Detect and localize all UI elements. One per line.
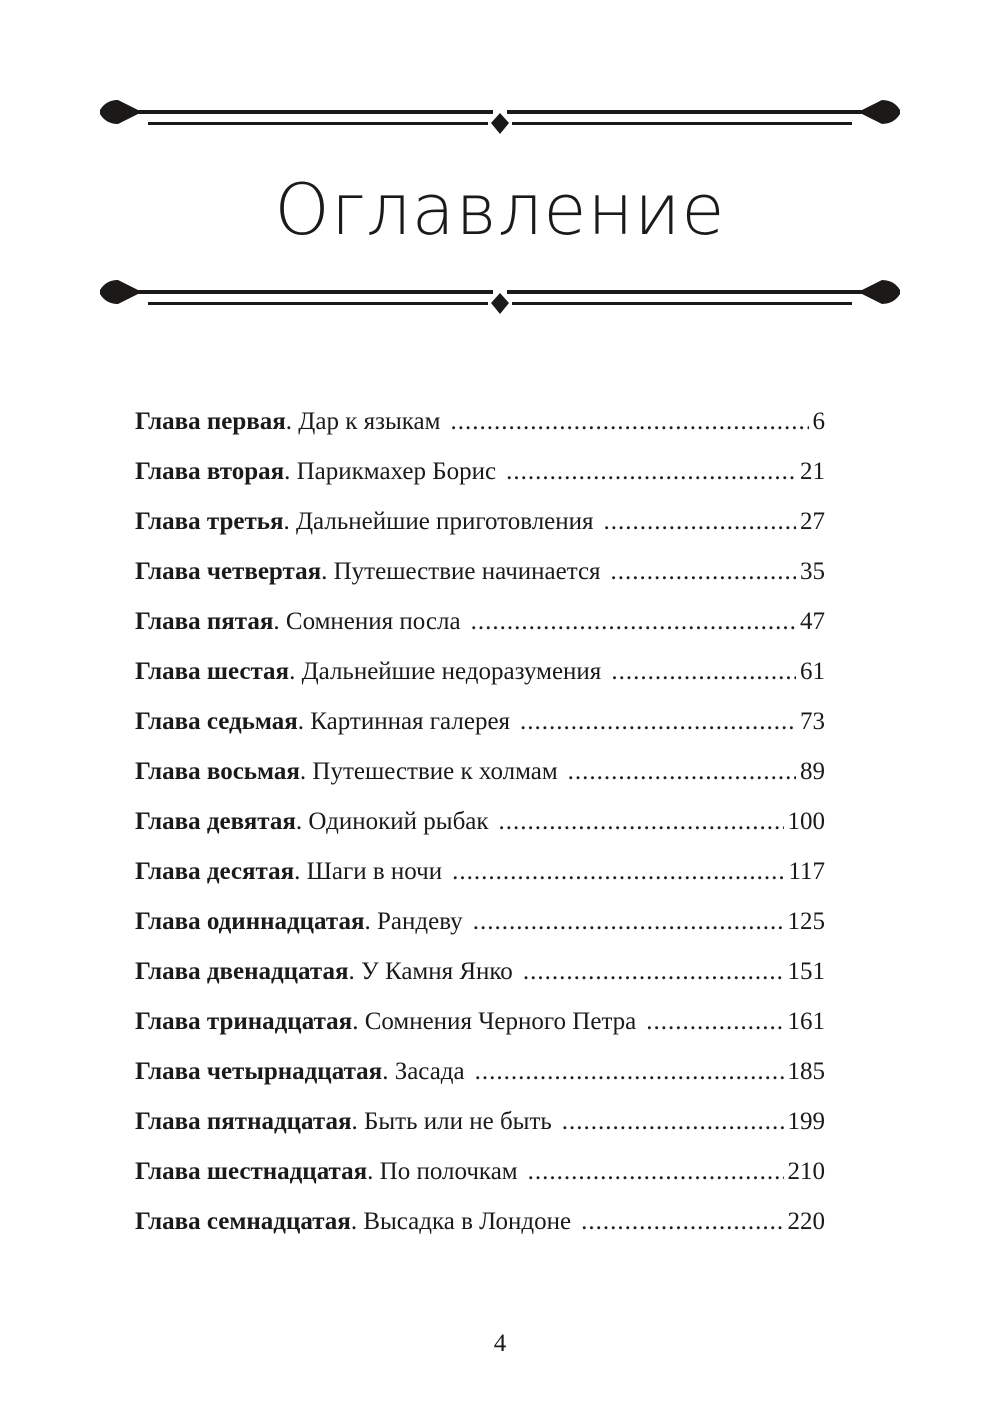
- toc-entry[interactable]: [135, 500, 825, 550]
- chapter-page: 210: [787, 1158, 825, 1185]
- chapter-page: 35: [800, 558, 825, 585]
- chapter-separator: .: [364, 908, 378, 935]
- chapter-number: Глава шестнадцатая: [135, 1158, 368, 1185]
- chapter-separator: .: [289, 658, 302, 685]
- chapter-title: Дальнейшие приготовления: [295, 508, 594, 535]
- toc-entry[interactable]: [135, 450, 825, 500]
- dot-leader: [604, 500, 796, 544]
- chapter-title: Дальнейшие недоразумения: [301, 658, 602, 685]
- chapter-title: Высадка в Лондоне: [363, 1208, 572, 1235]
- dot-leader: [581, 1200, 783, 1244]
- page-title: Оглавление: [274, 169, 726, 251]
- chapter-title: Рандеву: [377, 908, 463, 935]
- toc-entry[interactable]: [135, 950, 825, 1000]
- chapter-separator: .: [382, 1058, 395, 1085]
- chapter-title: Картинная галерея: [310, 708, 511, 735]
- chapter-separator: .: [295, 808, 309, 835]
- chapter-title: Сомнения Черного Петра: [364, 1008, 637, 1035]
- dot-leader: [473, 900, 784, 944]
- chapter-separator: .: [350, 1208, 364, 1235]
- chapter-title: Парикмахер Борис: [296, 458, 497, 485]
- toc-entry[interactable]: [135, 400, 825, 450]
- chapter-number: Глава первая: [135, 408, 286, 435]
- dot-leader: [568, 750, 796, 794]
- dot-leader: [520, 700, 796, 744]
- chapter-number: Глава семнадцатая: [135, 1208, 351, 1235]
- chapter-separator: .: [284, 458, 297, 485]
- chapter-page: 89: [800, 758, 825, 785]
- chapter-number: Глава восьмая: [135, 758, 300, 785]
- toc-entry[interactable]: [135, 600, 825, 650]
- chapter-title: Шаги в ночи: [306, 858, 443, 885]
- dot-leader: [611, 550, 796, 594]
- chapter-number: Глава девятая: [135, 808, 296, 835]
- toc-entry[interactable]: [135, 800, 825, 850]
- chapter-title: Засада: [394, 1058, 465, 1085]
- toc-entry[interactable]: [135, 850, 825, 900]
- chapter-number: Глава пятая: [135, 608, 274, 635]
- dot-leader: [499, 800, 784, 844]
- dot-leader: [452, 850, 784, 894]
- chapter-page: 220: [787, 1208, 825, 1235]
- chapter-separator: .: [348, 958, 362, 985]
- dot-leader: [528, 1150, 784, 1194]
- chapter-number: Глава одиннадцатая: [135, 908, 365, 935]
- toc-entry[interactable]: [135, 1000, 825, 1050]
- toc-entry[interactable]: [135, 750, 825, 800]
- chapter-page: 199: [787, 1108, 825, 1135]
- toc-entry[interactable]: [135, 1050, 825, 1100]
- dot-leader: [450, 400, 808, 444]
- dot-leader: [523, 950, 784, 994]
- chapter-number: Глава шестая: [135, 658, 290, 685]
- chapter-number: Глава тринадцатая: [135, 1008, 353, 1035]
- chapter-page: 61: [800, 658, 825, 685]
- chapter-page: 161: [787, 1008, 825, 1035]
- chapter-title: Быть или не быть: [364, 1108, 552, 1135]
- chapter-page: 117: [788, 858, 825, 885]
- toc-entry[interactable]: [135, 550, 825, 600]
- chapter-title: Путешествие к холмам: [312, 758, 558, 785]
- chapter-number: Глава седьмая: [135, 708, 298, 735]
- decorative-divider-icon: [98, 98, 902, 148]
- chapter-page: 151: [787, 958, 825, 985]
- chapter-separator: .: [351, 1108, 364, 1135]
- chapter-separator: .: [283, 508, 296, 535]
- page-number: 4: [493, 1330, 507, 1357]
- chapter-number: Глава вторая: [135, 458, 285, 485]
- chapter-number: Глава пятнадцатая: [135, 1108, 352, 1135]
- chapter-number: Глава четырнадцатая: [135, 1058, 383, 1085]
- chapter-page: 27: [800, 508, 825, 535]
- dot-leader: [562, 1100, 784, 1144]
- chapter-title: Одинокий рыбак: [308, 808, 489, 835]
- chapter-separator: .: [299, 758, 313, 785]
- table-of-contents: [135, 400, 825, 1250]
- chapter-page: 73: [800, 708, 825, 735]
- chapter-number: Глава двенадцатая: [135, 958, 349, 985]
- chapter-title: Путешествие начинается: [333, 558, 601, 585]
- dot-leader: [611, 650, 796, 694]
- chapter-number: Глава десятая: [135, 858, 295, 885]
- decorative-divider-icon: [98, 278, 902, 328]
- toc-entry[interactable]: [135, 900, 825, 950]
- chapter-separator: .: [352, 1008, 365, 1035]
- chapter-separator: .: [285, 408, 299, 435]
- toc-entry[interactable]: [135, 650, 825, 700]
- toc-entry[interactable]: [135, 1200, 825, 1250]
- chapter-separator: .: [321, 558, 334, 585]
- dot-leader: [475, 1050, 784, 1094]
- chapter-title: Сомнения посла: [285, 608, 461, 635]
- chapter-separator: .: [294, 858, 307, 885]
- chapter-page: 47: [800, 608, 825, 635]
- dot-leader: [471, 600, 796, 644]
- toc-entry[interactable]: [135, 1150, 825, 1200]
- chapter-page: 21: [800, 458, 825, 485]
- dot-leader: [646, 1000, 783, 1044]
- chapter-separator: .: [297, 708, 311, 735]
- chapter-number: Глава четвертая: [135, 558, 322, 585]
- toc-entry[interactable]: [135, 1100, 825, 1150]
- toc-entry[interactable]: [135, 700, 825, 750]
- chapter-title: У Камня Янко: [361, 958, 513, 985]
- chapter-page: 125: [787, 908, 825, 935]
- chapter-separator: .: [367, 1158, 380, 1185]
- chapter-number: Глава третья: [135, 508, 284, 535]
- chapter-title: Дар к языкам: [298, 408, 441, 435]
- chapter-page: 185: [787, 1058, 825, 1085]
- chapter-page: 100: [787, 808, 825, 835]
- chapter-title: По полочкам: [379, 1158, 518, 1185]
- chapter-separator: .: [273, 608, 286, 635]
- chapter-page: 6: [812, 408, 825, 435]
- dot-leader: [506, 450, 796, 494]
